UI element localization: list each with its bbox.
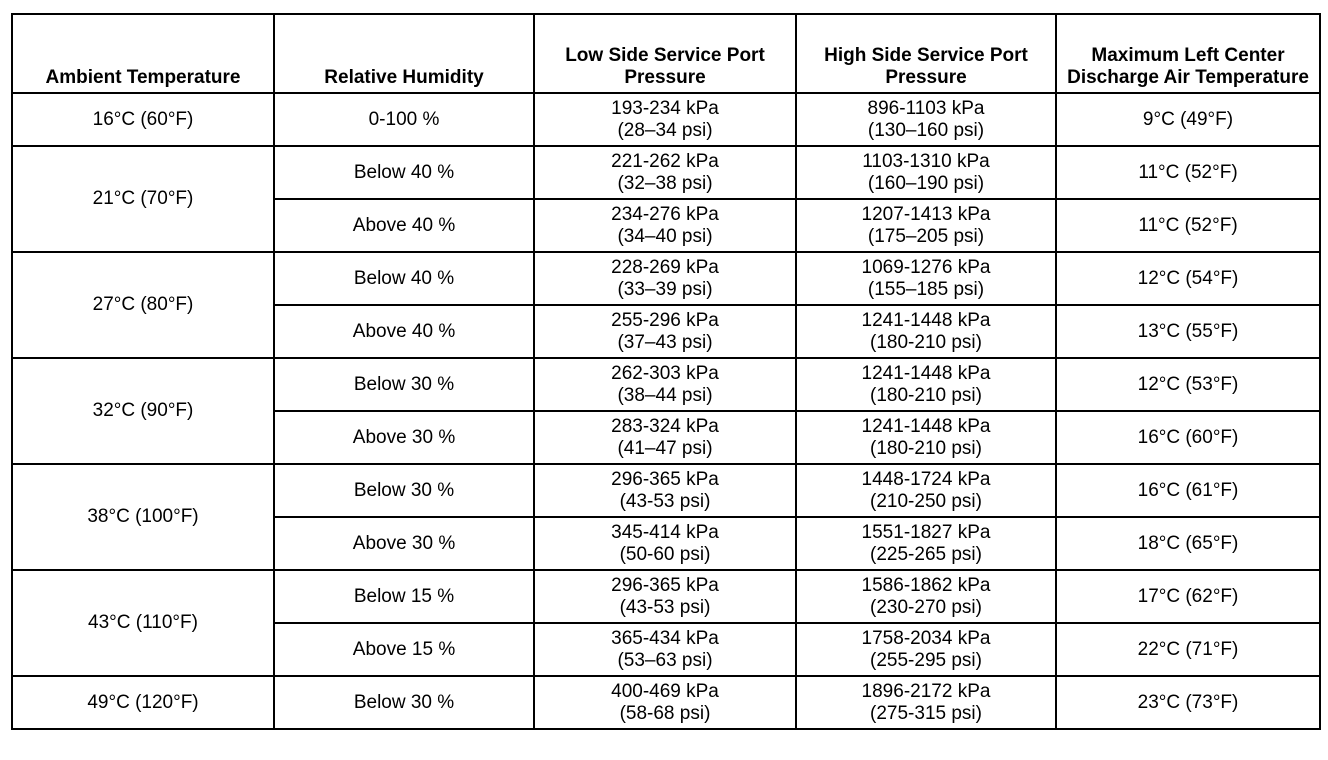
low-side-pressure-cell-line: 365-434 kPa <box>611 627 719 649</box>
low-side-pressure-cell <box>534 305 796 358</box>
high-side-pressure-cell-line: 896-1103 kPa <box>867 97 985 119</box>
low-side-pressure-cell <box>534 358 796 411</box>
high-side-pressure-cell <box>796 358 1056 411</box>
table-row <box>12 464 1320 517</box>
low-side-pressure-cell <box>534 570 796 623</box>
table-row <box>12 358 1320 411</box>
relative-humidity-cell: Above 30 % <box>274 517 534 570</box>
low-side-pressure-cell <box>534 676 796 729</box>
low-side-pressure-cell-line: (33–39 psi) <box>617 278 713 300</box>
header-ambient-temperature: Ambient Temperature <box>12 14 274 93</box>
high-side-pressure-cell-line: (130–160 psi) <box>867 119 985 141</box>
ambient-temperature-cell: 21°C (70°F) <box>12 146 274 252</box>
high-side-pressure-cell <box>796 676 1056 729</box>
table-row <box>12 676 1320 729</box>
low-side-pressure-cell-line: (50-60 psi) <box>619 543 711 565</box>
discharge-air-temp-cell: 23°C (73°F) <box>1056 676 1320 729</box>
high-side-pressure-cell-line: 1103-1310 kPa <box>862 150 990 172</box>
high-side-pressure-cell-line: (180-210 psi) <box>870 331 982 353</box>
low-side-pressure-cell-line: 234-276 kPa <box>611 203 719 225</box>
high-side-pressure-cell <box>796 93 1056 146</box>
high-side-pressure-cell <box>796 464 1056 517</box>
high-side-pressure-cell <box>796 517 1056 570</box>
relative-humidity-cell: Below 40 % <box>274 252 534 305</box>
ambient-temperature-cell: 43°C (110°F) <box>12 570 274 676</box>
discharge-air-temp-cell: 11°C (52°F) <box>1056 199 1320 252</box>
ambient-temperature-cell: 38°C (100°F) <box>12 464 274 570</box>
high-side-pressure-cell-line: (175–205 psi) <box>867 225 985 247</box>
discharge-air-temp-cell: 11°C (52°F) <box>1056 146 1320 199</box>
low-side-pressure-cell-line: 255-296 kPa <box>611 309 719 331</box>
relative-humidity-cell: Above 15 % <box>274 623 534 676</box>
high-side-pressure-cell-line: 1448-1724 kPa <box>861 468 991 490</box>
high-side-pressure-cell <box>796 146 1056 199</box>
header-max-discharge-air-temp: Maximum Left Center Discharge Air Temperature <box>1056 14 1320 93</box>
low-side-pressure-cell-line: 296-365 kPa <box>611 468 719 490</box>
low-side-pressure-cell-line: (28–34 psi) <box>617 119 713 141</box>
low-side-pressure-cell-line: (58-68 psi) <box>619 702 711 724</box>
discharge-air-temp-cell: 18°C (65°F) <box>1056 517 1320 570</box>
high-side-pressure-cell-line: 1241-1448 kPa <box>861 309 991 331</box>
relative-humidity-cell: Below 30 % <box>274 464 534 517</box>
discharge-air-temp-cell: 22°C (71°F) <box>1056 623 1320 676</box>
high-side-pressure-cell-line: (180-210 psi) <box>870 384 982 406</box>
discharge-air-temp-cell: 13°C (55°F) <box>1056 305 1320 358</box>
table-row <box>12 146 1320 199</box>
header-low-side-pressure: Low Side Service Port Pressure <box>534 14 796 93</box>
high-side-pressure-cell-line: (155–185 psi) <box>867 278 985 300</box>
ambient-temperature-cell: 49°C (120°F) <box>12 676 274 729</box>
high-side-pressure-cell-line: (275-315 psi) <box>870 702 982 724</box>
low-side-pressure-cell-line: 262-303 kPa <box>611 362 719 384</box>
high-side-pressure-cell <box>796 411 1056 464</box>
low-side-pressure-cell-line: 296-365 kPa <box>611 574 719 596</box>
header-row <box>12 14 1320 93</box>
high-side-pressure-cell-line: 1586-1862 kPa <box>861 574 991 596</box>
low-side-pressure-cell <box>534 199 796 252</box>
low-side-pressure-cell <box>534 93 796 146</box>
relative-humidity-cell: Below 30 % <box>274 676 534 729</box>
relative-humidity-cell: Above 40 % <box>274 305 534 358</box>
low-side-pressure-cell-line: (37–43 psi) <box>617 331 713 353</box>
ambient-temperature-cell: 32°C (90°F) <box>12 358 274 464</box>
pressure-table-container <box>11 13 1321 730</box>
high-side-pressure-cell-line: (225-265 psi) <box>870 543 982 565</box>
table-row <box>12 570 1320 623</box>
high-side-pressure-cell-line: 1241-1448 kPa <box>861 415 991 437</box>
ac-pressure-temperature-table <box>11 13 1321 730</box>
discharge-air-temp-cell: 16°C (61°F) <box>1056 464 1320 517</box>
high-side-pressure-cell <box>796 252 1056 305</box>
header-high-side-pressure: High Side Service Port Pressure <box>796 14 1056 93</box>
low-side-pressure-cell-line: 400-469 kPa <box>611 680 719 702</box>
relative-humidity-cell: Below 30 % <box>274 358 534 411</box>
low-side-pressure-cell <box>534 623 796 676</box>
discharge-air-temp-cell: 17°C (62°F) <box>1056 570 1320 623</box>
table-row <box>12 252 1320 305</box>
high-side-pressure-cell-line: (230-270 psi) <box>870 596 982 618</box>
low-side-pressure-cell <box>534 411 796 464</box>
high-side-pressure-cell-line: 1241-1448 kPa <box>861 362 991 384</box>
high-side-pressure-cell <box>796 570 1056 623</box>
high-side-pressure-cell-line: 1069-1276 kPa <box>861 256 991 278</box>
low-side-pressure-cell <box>534 252 796 305</box>
relative-humidity-cell: Below 15 % <box>274 570 534 623</box>
high-side-pressure-cell <box>796 199 1056 252</box>
high-side-pressure-cell-line: 1758-2034 kPa <box>861 627 991 649</box>
high-side-pressure-cell-line: (160–190 psi) <box>867 172 985 194</box>
low-side-pressure-cell-line: 345-414 kPa <box>611 521 719 543</box>
ambient-temperature-cell: 27°C (80°F) <box>12 252 274 358</box>
header-relative-humidity: Relative Humidity <box>274 14 534 93</box>
table-header <box>12 14 1320 93</box>
low-side-pressure-cell-line: (53–63 psi) <box>617 649 713 671</box>
low-side-pressure-cell <box>534 146 796 199</box>
low-side-pressure-cell-line: (38–44 psi) <box>617 384 713 406</box>
ambient-temperature-cell: 16°C (60°F) <box>12 93 274 146</box>
low-side-pressure-cell-line: (34–40 psi) <box>617 225 713 247</box>
high-side-pressure-cell-line: (180-210 psi) <box>870 437 982 459</box>
relative-humidity-cell: Above 30 % <box>274 411 534 464</box>
relative-humidity-cell: 0-100 % <box>274 93 534 146</box>
low-side-pressure-cell-line: 283-324 kPa <box>611 415 719 437</box>
high-side-pressure-cell-line: 1896-2172 kPa <box>861 680 991 702</box>
relative-humidity-cell: Above 40 % <box>274 199 534 252</box>
high-side-pressure-cell <box>796 623 1056 676</box>
high-side-pressure-cell-line: 1551-1827 kPa <box>861 521 991 543</box>
low-side-pressure-cell-line: (43-53 psi) <box>619 596 711 618</box>
low-side-pressure-cell <box>534 464 796 517</box>
low-side-pressure-cell-line: (41–47 psi) <box>617 437 713 459</box>
discharge-air-temp-cell: 12°C (54°F) <box>1056 252 1320 305</box>
high-side-pressure-cell-line: (210-250 psi) <box>870 490 982 512</box>
table-row <box>12 93 1320 146</box>
high-side-pressure-cell-line: (255-295 psi) <box>870 649 982 671</box>
relative-humidity-cell: Below 40 % <box>274 146 534 199</box>
low-side-pressure-cell <box>534 517 796 570</box>
low-side-pressure-cell-line: 193-234 kPa <box>611 97 719 119</box>
low-side-pressure-cell-line: (43-53 psi) <box>619 490 711 512</box>
low-side-pressure-cell-line: 228-269 kPa <box>611 256 719 278</box>
discharge-air-temp-cell: 9°C (49°F) <box>1056 93 1320 146</box>
discharge-air-temp-cell: 16°C (60°F) <box>1056 411 1320 464</box>
low-side-pressure-cell-line: (32–38 psi) <box>617 172 713 194</box>
low-side-pressure-cell-line: 221-262 kPa <box>611 150 719 172</box>
table-body <box>12 93 1320 729</box>
high-side-pressure-cell-line: 1207-1413 kPa <box>861 203 991 225</box>
high-side-pressure-cell <box>796 305 1056 358</box>
discharge-air-temp-cell: 12°C (53°F) <box>1056 358 1320 411</box>
